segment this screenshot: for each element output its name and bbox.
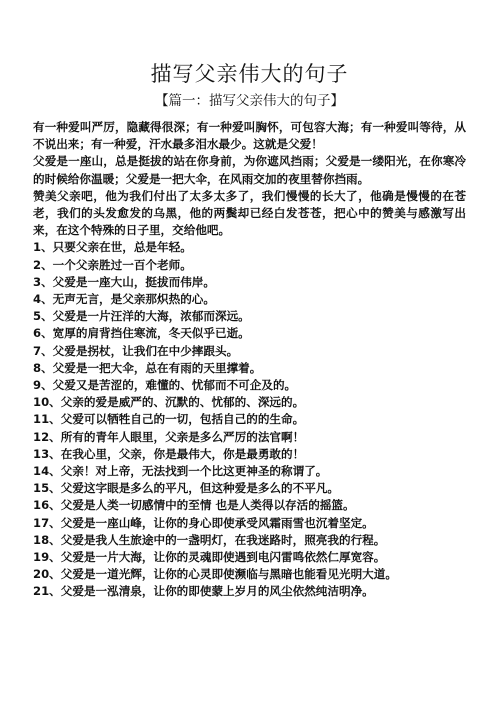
list-item: 20、父爱是一道光辉，让你的心灵即使濒临与黑暗也能看见光明大道。 (33, 567, 397, 582)
list-item: 5、父爱是一片汪洋的大海，浓郁而深远。 (33, 309, 250, 324)
list-item: 21、父爱是一泓清泉，让你的即使蒙上岁月的风尘依然纯洁明净。 (33, 584, 374, 599)
list-item: 7、父爱是拐杖，让我们在中少摔跟头。 (33, 343, 239, 358)
list-item: 12、所有的青年人眼里，父亲是多么严厉的法官啊！ (33, 429, 305, 444)
list-item: 19、父爱是一片大海，让你的灵魂即使遇到电闪雷鸣依然仁厚宽容。 (33, 550, 386, 565)
list-item: 10、父亲的爱是威严的、沉默的、忧郁的、深远的。 (33, 395, 305, 410)
list-item: 15、父爱这字眼是多么的平凡，但这种爱是多么的不平凡。 (33, 481, 339, 496)
list-item: 16、父爱是人类一切感情中的至情 也是人类得以存活的摇篮。 (33, 498, 355, 513)
list-item: 13、在我心里，父亲，你是最伟大，你是最勇敢的！ (33, 446, 305, 461)
list-item: 6、宽厚的肩背挡住寒流，冬天似乎已逝。 (33, 326, 250, 341)
article-body (33, 119, 466, 601)
section-subtitle: 【篇一：描写父亲伟大的句子】 (155, 93, 344, 109)
list-item: 1、只要父亲在世，总是年轻。 (33, 240, 192, 255)
list-item: 17、父爱是一座山峰，让你的身心即使承受风霜雨雪也沉着坚定。 (33, 515, 374, 530)
list-item: 9、父爱又是苦涩的，难懂的、忧郁而不可企及的。 (33, 378, 297, 393)
quote-list (33, 239, 466, 600)
list-item: 3、父爱是一座大山，挺拔而伟岸。 (33, 274, 215, 289)
list-item: 2、一个父亲胜过一百个老师。 (33, 257, 192, 272)
list-item: 18、父爱是我人生旅途中的一盏明灯，在我迷路时，照亮我的行程。 (33, 532, 386, 547)
paragraph: 父爱是一座山，总是挺拔的站在你身前，为你遮风挡雨；父爱是一缕阳光，在你寒冷的时候给你温暖；父爱是一把大伞，在风雨交加的夜里替你挡雨。 (33, 154, 466, 186)
list-item: 8、父爱是一把大伞，总在有雨的天里撑着。 (33, 360, 262, 375)
paragraph: 赞美父亲吧，他为我们付出了太多太多了，我们慢慢的长大了，他确是慢慢的在苍老，我们的头发愈发的乌黑，他的两鬓却已经白发苍苍，把心中的赞美与感激写出来，在这个特殊的日子里，交给他吧。 (33, 188, 466, 238)
list-item: 14、父亲！对上帝，无法找到一个比这更神圣的称谓了。 (33, 464, 328, 479)
paragraph: 有一种爱叫严厉，隐藏得很深；有一种爱叫胸怀，可包容大海；有一种爱叫等待，从不说出来；有一种爱，汗水最多泪水最少。这就是父爱！ (33, 120, 466, 152)
list-item: 4、无声无言，是父亲那炽热的心。 (33, 292, 215, 307)
page-title: 描写父亲伟大的句子 (150, 62, 349, 86)
list-item: 11、父爱可以牺牲自己的一切，包括自己的的生命。 (33, 412, 305, 427)
